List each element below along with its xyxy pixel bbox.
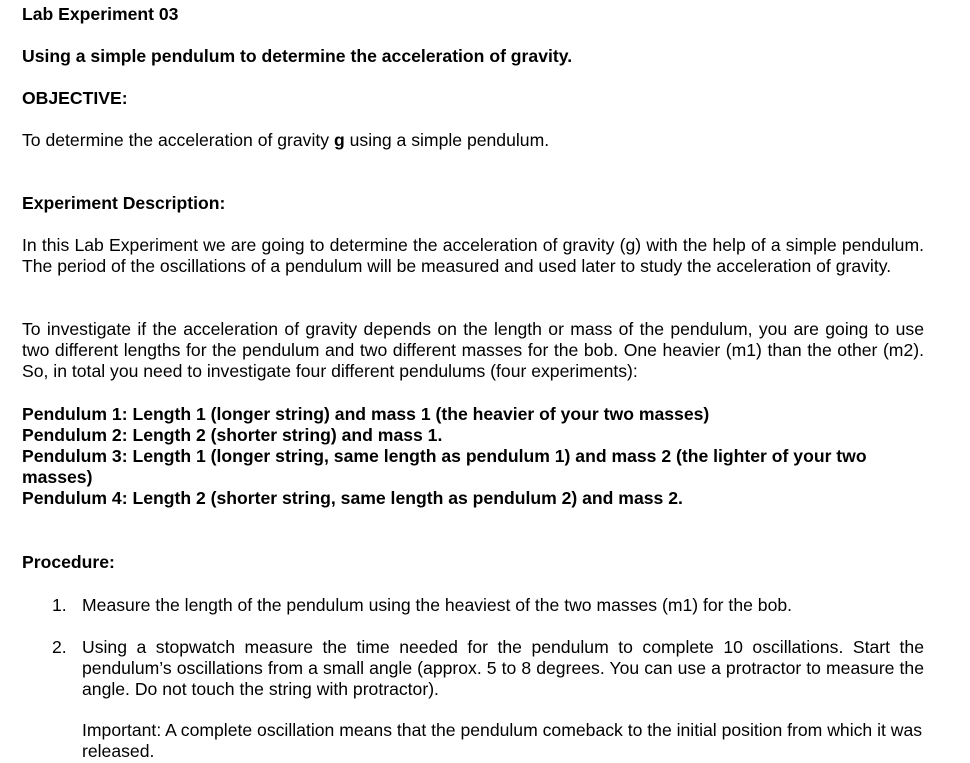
objective-heading: OBJECTIVE: xyxy=(22,88,128,108)
pendulum-list xyxy=(22,404,924,509)
objective-text-before: To determine the acceleration of gravity xyxy=(22,130,334,150)
pendulum-item: Pendulum 4: Length 2 (shorter string, same length as pendulum 2) and mass 2. xyxy=(22,488,683,508)
procedure-step xyxy=(22,595,924,616)
objective-text-after: using a simple pendulum. xyxy=(344,130,550,150)
procedure-step-number: 2. xyxy=(52,637,67,657)
pendulum-item: Pendulum 3: Length 1 (longer string, same length as pendulum 1) and mass 2 (the lighter of your two masses) xyxy=(22,446,867,487)
procedure-step-text: Measure the length of the pendulum using the heaviest of the two masses (m1) for the bob. xyxy=(82,595,793,615)
description-heading: Experiment Description: xyxy=(22,193,226,213)
description-paragraph-1: In this Lab Experiment we are going to determine the acceleration of gravity (g) with the help of a simple pendulum. The period of the oscillations of a pendulum will be measured and used later to study the acceleration of gravity. xyxy=(22,235,924,276)
important-note: Important: A complete oscillation means that the pendulum comeback to the initial position from which it was released. xyxy=(82,720,923,761)
pendulum-item: Pendulum 1: Length 1 (longer string) and mass 1 (the heavier of your two masses) xyxy=(22,404,710,424)
procedure-step-number: 1. xyxy=(52,595,67,615)
gravity-symbol: g xyxy=(333,130,345,150)
experiment-subtitle: Using a simple pendulum to determine the acceleration of gravity. xyxy=(22,46,573,66)
procedure-step xyxy=(22,637,924,700)
pendulum-item: Pendulum 2: Length 2 (shorter string) and mass 1. xyxy=(22,425,443,445)
procedure-step-text: Using a stopwatch measure the time needed for the pendulum to complete 10 oscillations. Start the pendulum’s oscillations from a small angle (approx. 5 to 8 degrees. You can use a protractor to measure the angle. Do not touch the string with protractor). xyxy=(82,637,924,699)
description-paragraph-2: To investigate if the acceleration of gravity depends on the length or mass of the pendulum, you are going to use two different lengths for the pendulum and two different masses for the bob. One heavier (m1) than the other (m2). So, in total you need to investigate four different pendulums (four experiments): xyxy=(22,319,924,381)
objective-text xyxy=(22,130,549,151)
procedure-heading: Procedure: xyxy=(22,552,115,572)
lab-title: Lab Experiment 03 xyxy=(22,4,179,24)
